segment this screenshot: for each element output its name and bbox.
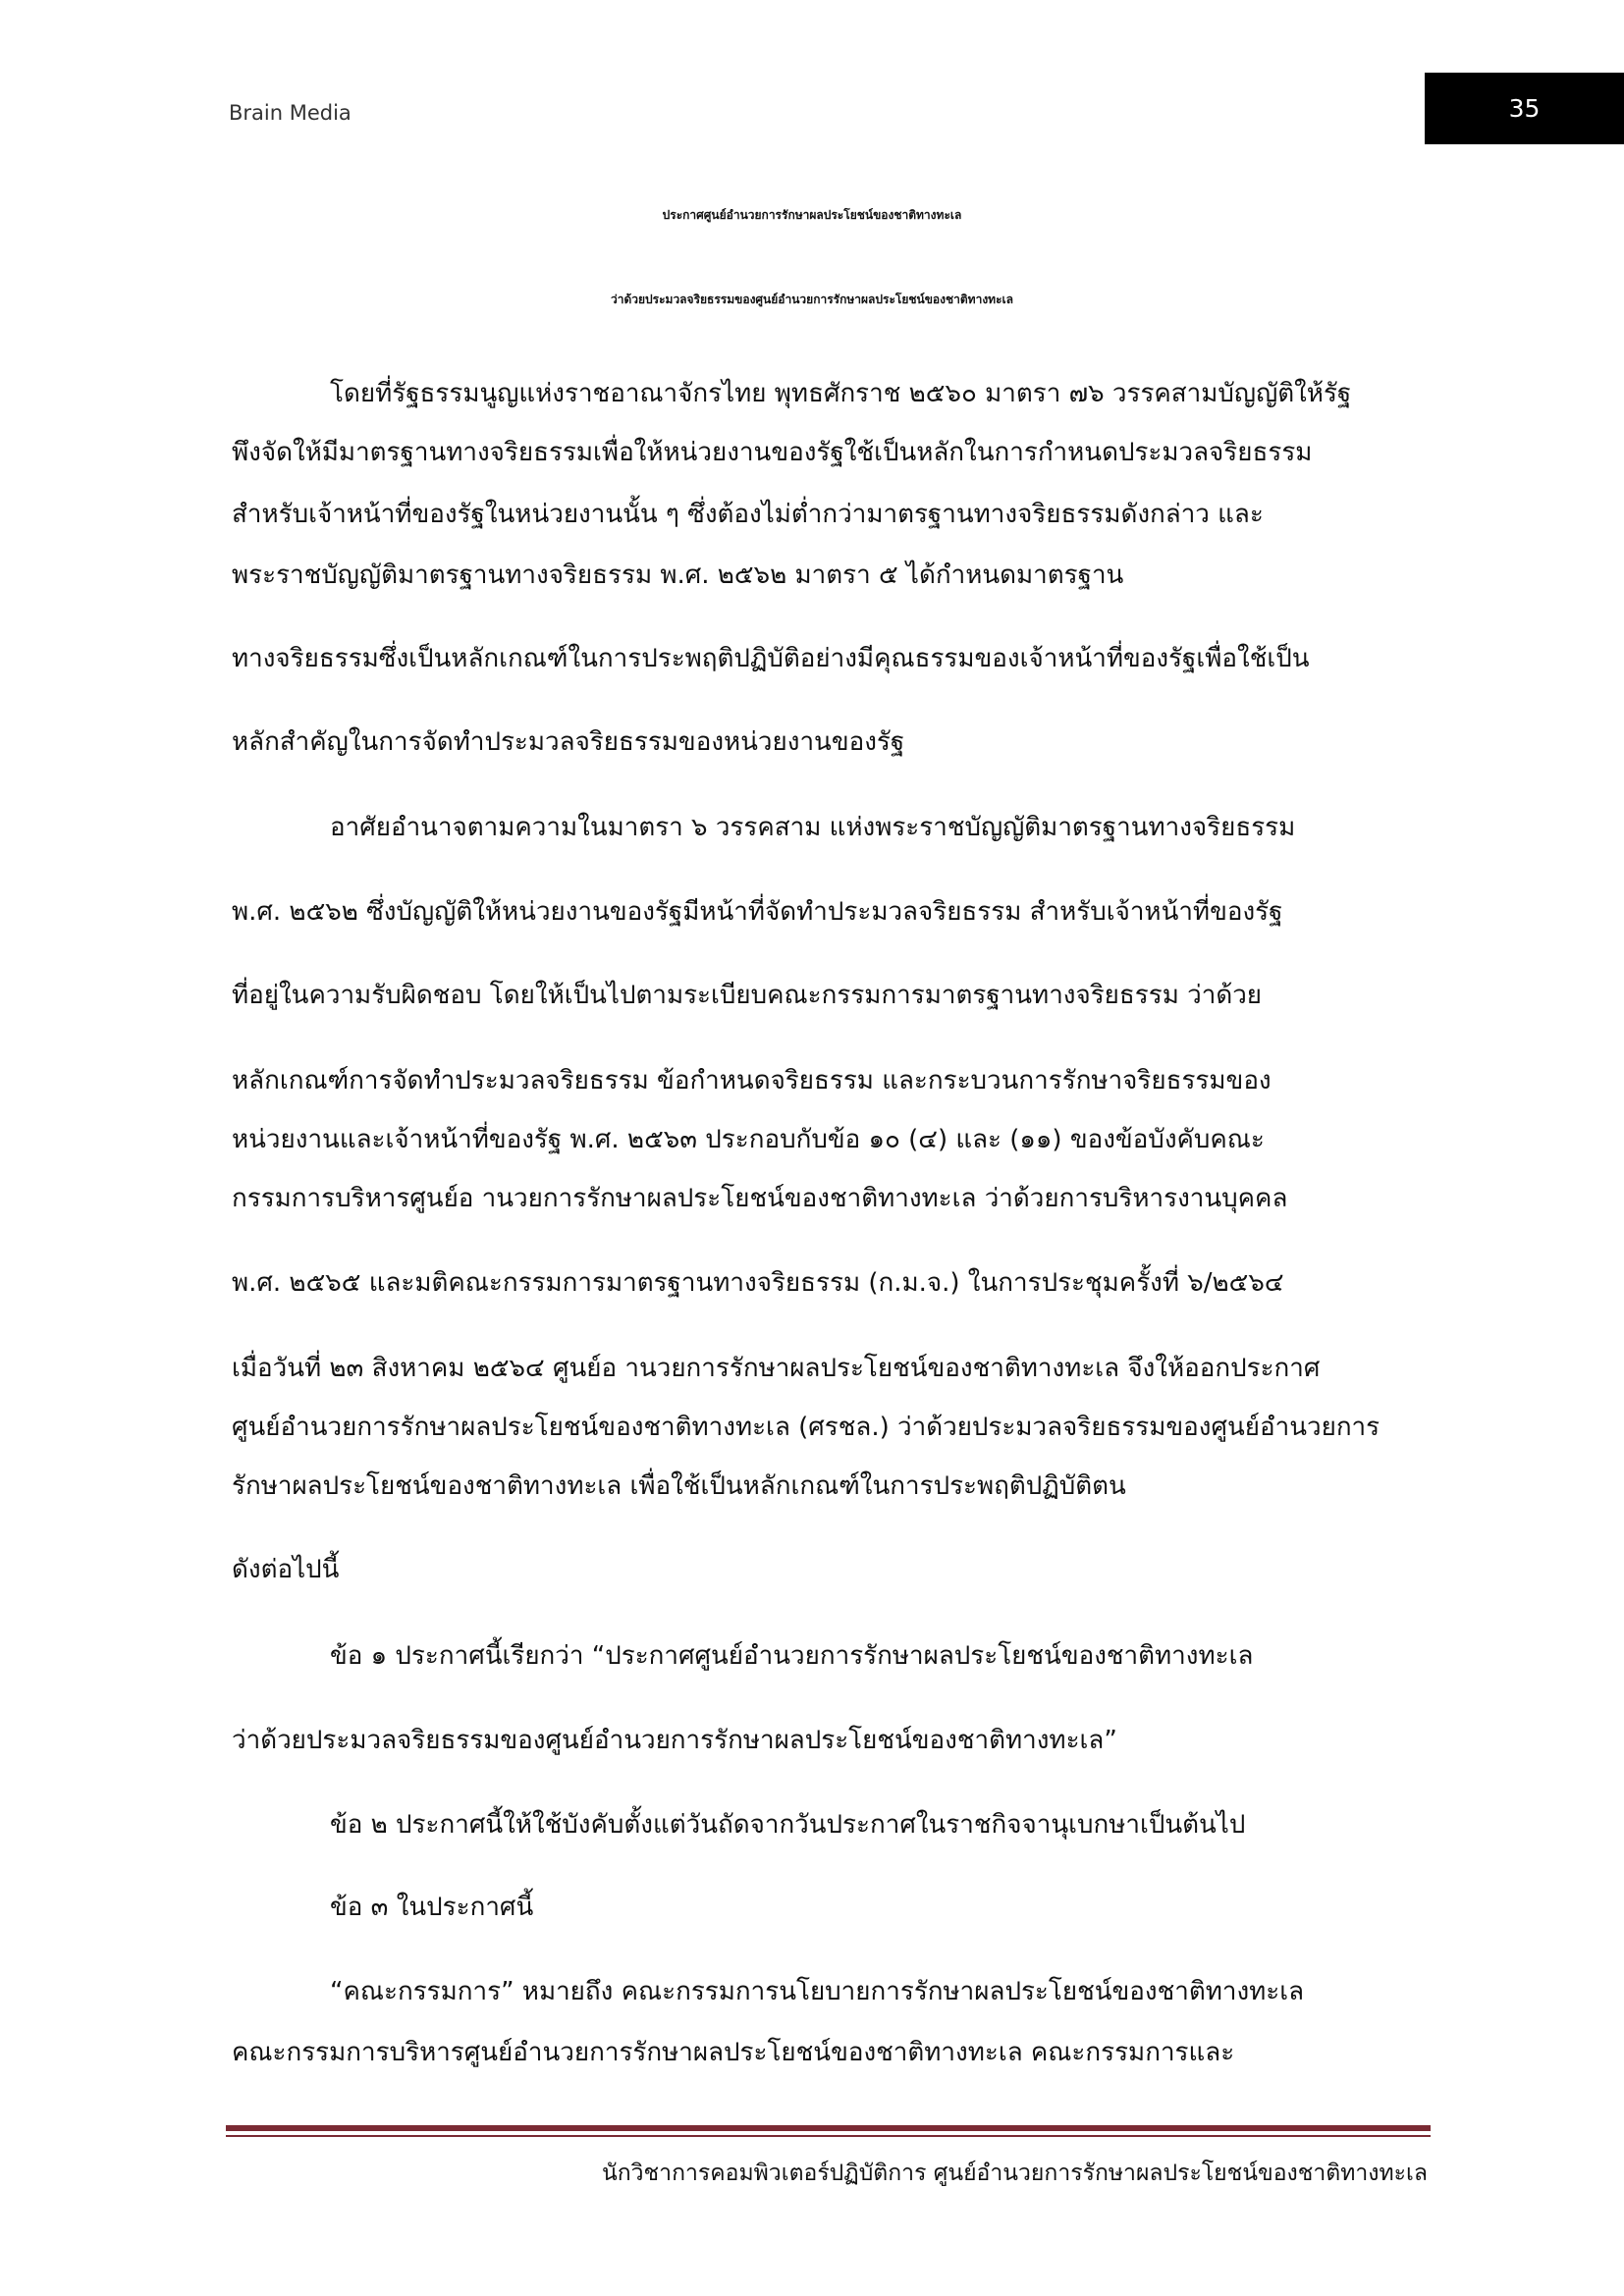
body-line: ข้อ ๑ ประกาศนี้เรียกว่า “ประกาศศูนย์อำนวยการรักษาผลประโยชน์ของชาติทางทะเล bbox=[330, 1641, 1254, 1671]
body-line: ที่อยู่ในความรับผิดชอบ โดยให้เป็นไปตามระเบียบคณะกรรมการมาตรฐานทางจริยธรรม ว่าด้วย bbox=[232, 981, 1263, 1010]
body-line: ข้อ ๒ ประกาศนี้ให้ใช้บังคับตั้งแต่วันถัดจากวันประกาศในราชกิจจานุเบกษาเป็นต้นไป bbox=[330, 1810, 1246, 1840]
body-line: คณะกรรมการบริหารศูนย์อำนวยการรักษาผลประโยชน์ของชาติทางทะเล คณะกรรมการและ bbox=[232, 2038, 1235, 2067]
body-line: พ.ศ. ๒๕๖๒ ซึ่งบัญญัติให้หน่วยงานของรัฐมีหน้าที่จัดทำประมวลจริยธรรม สำหรับเจ้าหน้าที่ของรัฐ bbox=[232, 897, 1283, 927]
body-line: ว่าด้วยประมวลจริยธรรมของศูนย์อำนวยการรักษาผลประโยชน์ของชาติทางทะเล” bbox=[232, 1726, 1117, 1755]
body-line: หน่วยงานและเจ้าหน้าที่ของรัฐ พ.ศ. ๒๕๖๓ ประกอบกับข้อ ๑๐ (๔) และ (๑๑) ของข้อบังคับคณะ bbox=[232, 1125, 1265, 1154]
footer-rule-thick bbox=[226, 2125, 1431, 2131]
body-line: อาศัยอำนาจตามความในมาตรา ๖ วรรคสาม แห่งพระราชบัญญัติมาตรฐานทางจริยธรรม bbox=[330, 813, 1296, 842]
body-line: รักษาผลประโยชน์ของชาติทางทะเล เพื่อใช้เป็นหลักเกณฑ์ในการประพฤติปฏิบัติตน bbox=[232, 1471, 1126, 1501]
body-line: พระราชบัญญัติมาตรฐานทางจริยธรรม พ.ศ. ๒๕๖๒ มาตรา ๕ ได้กำหนดมาตรฐาน bbox=[232, 561, 1124, 590]
title-line-2: ว่าด้วยประมวลจริยธรรมของศูนย์อำนวยการรักษาผลประโยชน์ของชาติทางทะเล bbox=[610, 293, 1013, 306]
body-line: พึงจัดให้มีมาตรฐานทางจริยธรรมเพื่อให้หน่วยงานของรัฐใช้เป็นหลักในการกำหนดประมวลจริยธรรม bbox=[232, 438, 1313, 467]
body-line: กรรมการบริหารศูนย์อ านวยการรักษาผลประโยชน์ของชาติทางทะเล ว่าด้วยการบริหารงานบุคคล bbox=[232, 1184, 1288, 1213]
body-line: หลักสำคัญในการจัดทำประมวลจริยธรรมของหน่วยงานของรัฐ bbox=[232, 727, 905, 757]
page-number: 35 bbox=[1425, 73, 1624, 144]
footer-rule-thin bbox=[226, 2135, 1431, 2137]
body-line: ศูนย์อำนวยการรักษาผลประโยชน์ของชาติทางทะเล (ศรชล.) ว่าด้วยประมวลจริยธรรมของศูนย์อำนวยการ bbox=[232, 1413, 1380, 1442]
body-line: ดังต่อไปนี้ bbox=[232, 1555, 340, 1584]
body-line: สำหรับเจ้าหน้าที่ของรัฐในหน่วยงานนั้น ๆ ซึ่งต้องไม่ต่ำกว่ามาตรฐานทางจริยธรรมดังกล่าว และ bbox=[232, 500, 1264, 529]
body-line: หลักเกณฑ์การจัดทำประมวลจริยธรรม ข้อกำหนดจริยธรรม และกระบวนการรักษาจริยธรรมของ bbox=[232, 1066, 1272, 1095]
footer-text: นักวิชาการคอมพิวเตอร์ปฏิบัติการ ศูนย์อำนวยการรักษาผลประโยชน์ของชาติทางทะเล bbox=[601, 2161, 1428, 2186]
title-line-1: ประกาศศูนย์อำนวยการรักษาผลประโยชน์ของชาติทางทะเล bbox=[662, 208, 962, 222]
body-line: โดยที่รัฐธรรมนูญแห่งราชอาณาจักรไทย พุทธศักราช ๒๕๖๐ มาตรา ๗๖ วรรคสามบัญญัติให้รัฐ bbox=[330, 379, 1352, 408]
body-line: ข้อ ๓ ในประกาศนี้ bbox=[330, 1893, 534, 1922]
header-brand: Brain Media bbox=[229, 101, 352, 125]
body-line: พ.ศ. ๒๕๖๕ และมติคณะกรรมการมาตรฐานทางจริยธรรม (ก.ม.จ.) ในการประชุมครั้งที่ ๖/๒๕๖๔ bbox=[232, 1268, 1284, 1298]
body-line: ทางจริยธรรมซึ่งเป็นหลักเกณฑ์ในการประพฤติปฏิบัติอย่างมีคุณธรรมของเจ้าหน้าที่ของรัฐเพื่อใช้เป็น bbox=[232, 644, 1310, 673]
body-line: “คณะกรรมการ” หมายถึง คณะกรรมการนโยบายการรักษาผลประโยชน์ของชาติทางทะเล bbox=[330, 1977, 1305, 2006]
body-line: เมื่อวันที่ ๒๓ สิงหาคม ๒๕๖๔ ศูนย์อ านวยการรักษาผลประโยชน์ของชาติทางทะเล จึงให้ออกประกาศ bbox=[232, 1354, 1321, 1383]
